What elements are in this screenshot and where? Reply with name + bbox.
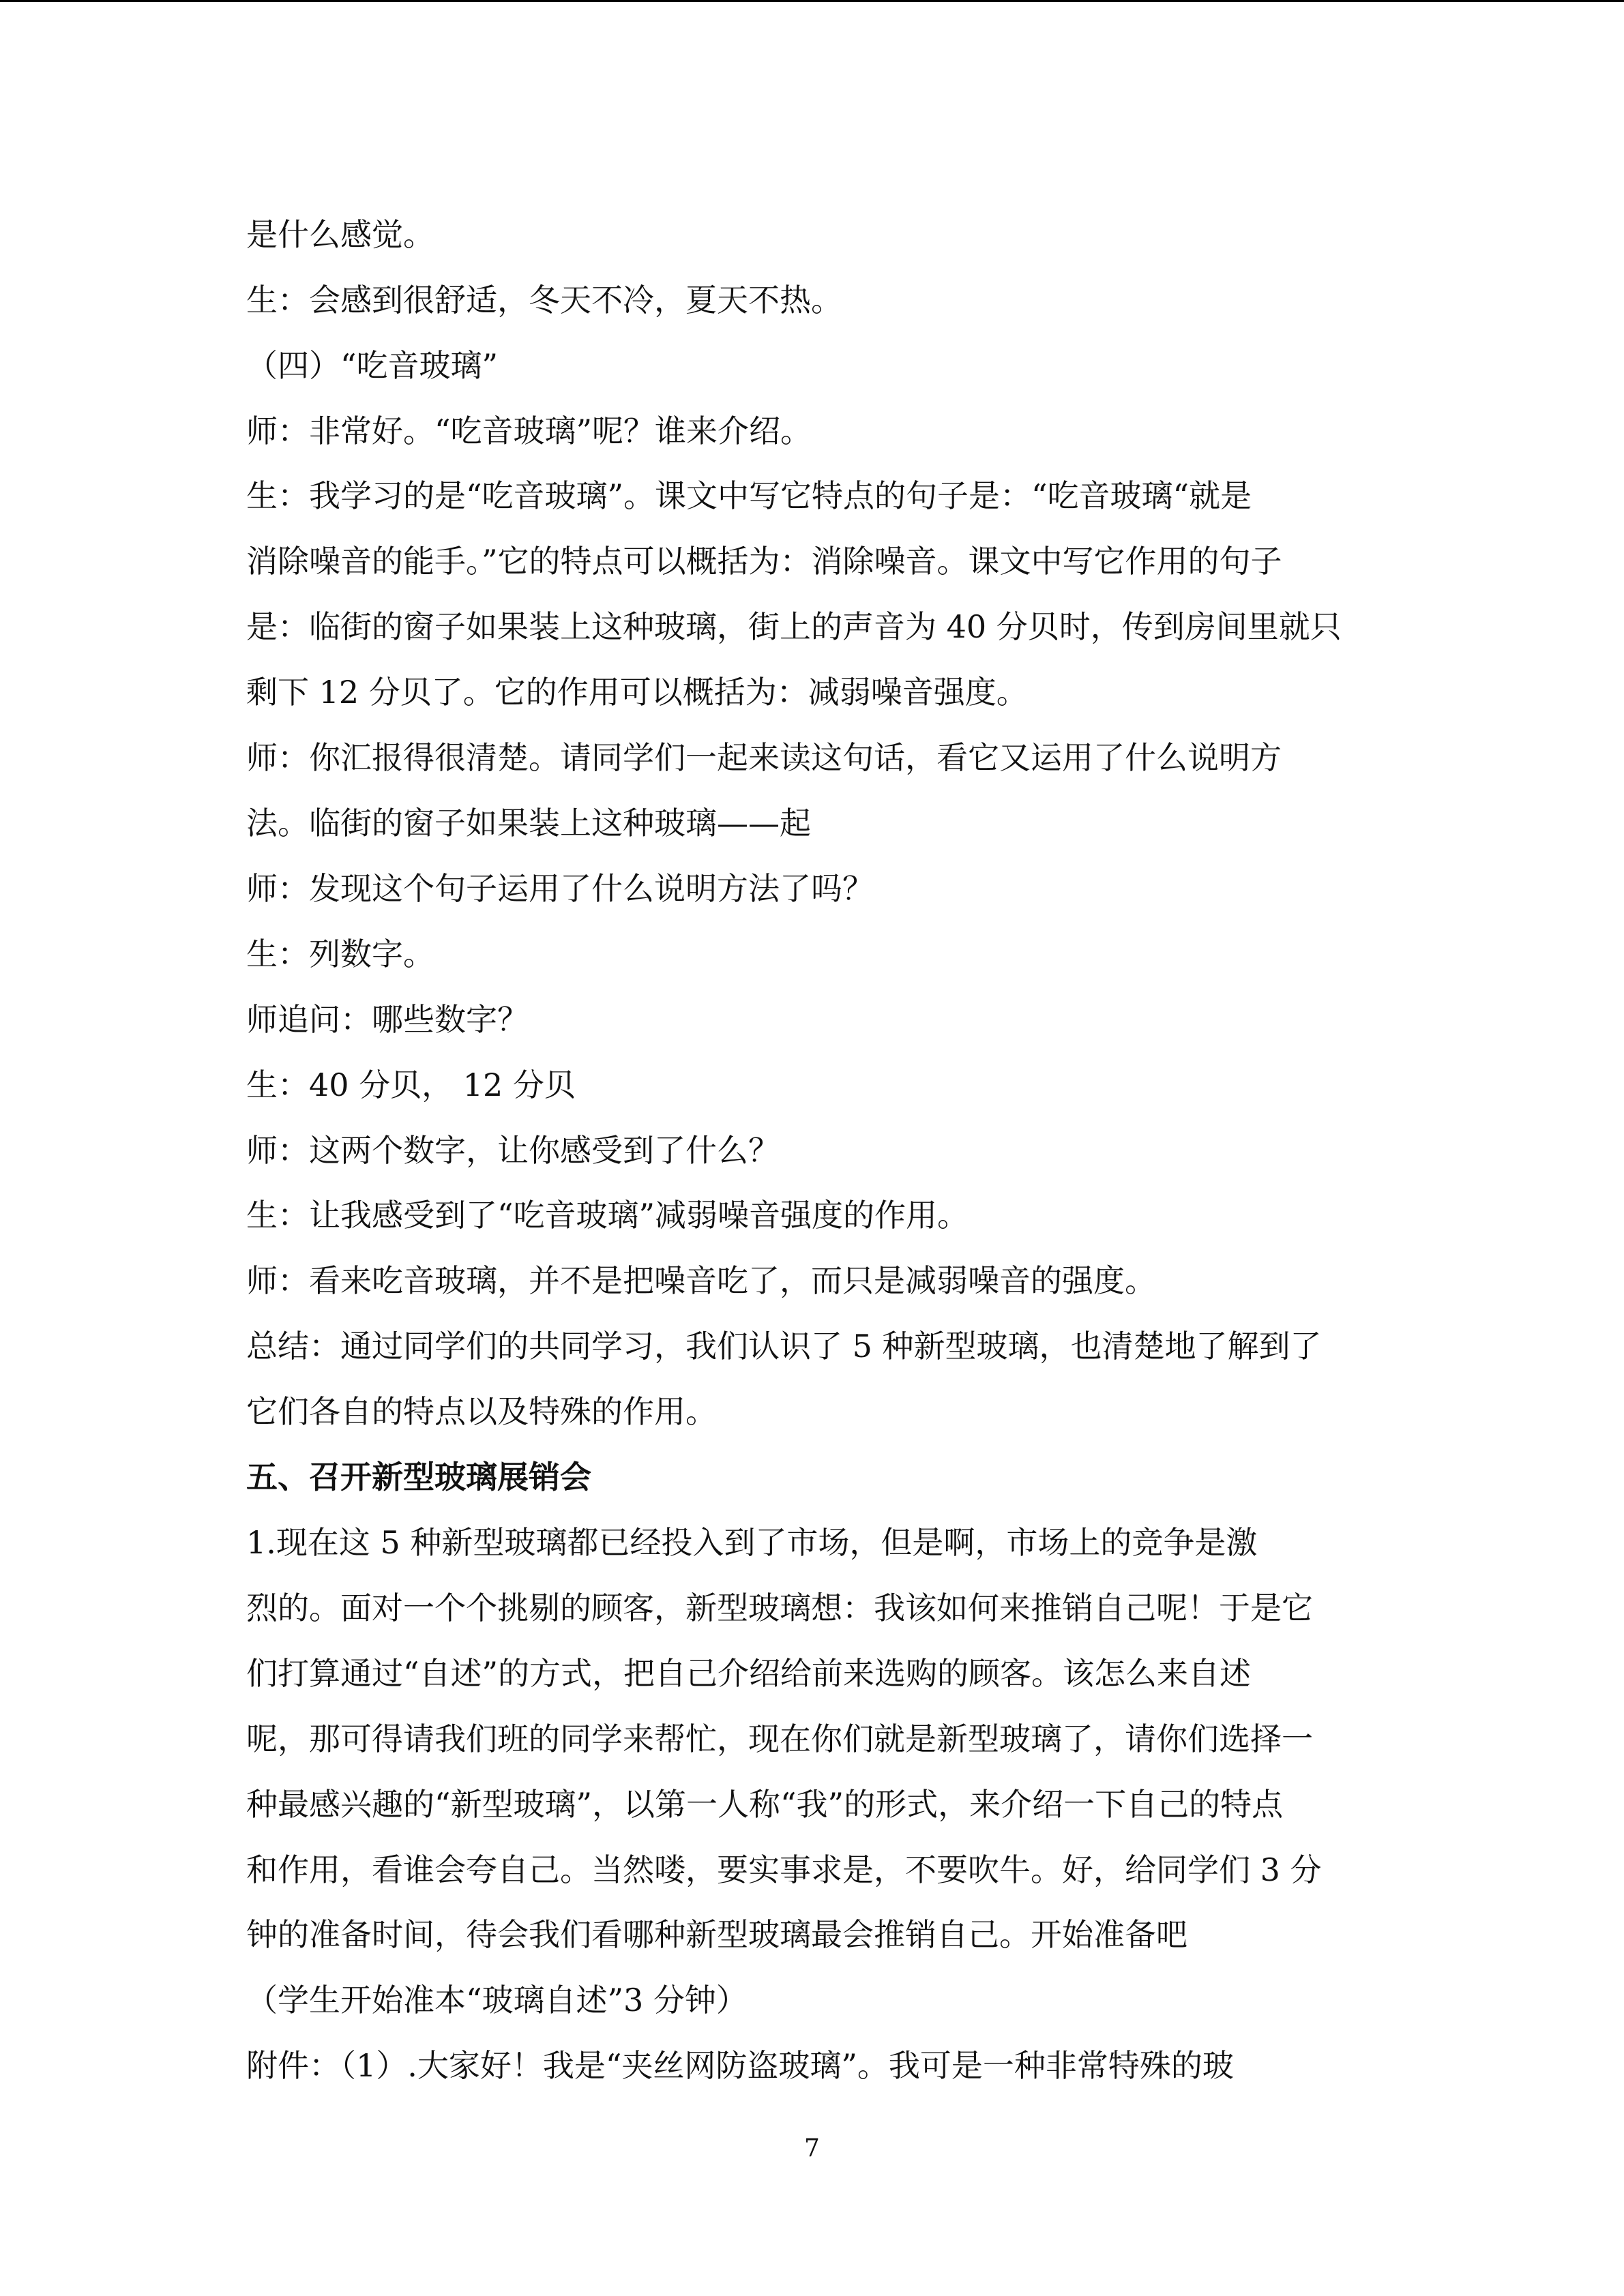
text-line: 烈的。面对一个个挑剔的顾客，新型玻璃想：我该如何来推销自己呢！于是它 [246,1590,1313,1626]
text-line: 它们各自的特点以及特殊的作用。 [246,1393,717,1430]
text-line: 生：40 分贝， 12 分贝 [246,1067,576,1103]
text-line: 生：让我感受到了“吃音玻璃”减弱噪音强度的作用。 [246,1197,969,1234]
text-line: 消除噪音的能手。”它的特点可以概括为：消除噪音。课文中写它作用的句子 [246,543,1282,580]
text-line: 师：看来吃音玻璃，并不是把噪音吃了，而只是减弱噪音的强度。 [246,1262,1156,1299]
text-line: 种最感兴趣的“新型玻璃”，以第一人称“我”的形式，来介绍一下自己的特点 [246,1786,1284,1823]
text-line: 生：我学习的是“吃音玻璃”。课文中写它特点的句子是：“吃音玻璃“就是 [246,477,1252,514]
text-line: 呢，那可得请我们班的同学来帮忙，现在你们就是新型玻璃了，请你们选择一 [246,1720,1313,1757]
text-line: 1.现在这 5 种新型玻璃都已经投入到了市场，但是啊，市场上的竞争是激 [246,1524,1258,1561]
text-line: 生：会感到很舒适，冬天不冷，夏天不热。 [246,282,842,318]
text-line: 是什么感觉。 [246,216,434,253]
text-line: 法。临街的窗子如果装上这种玻璃——起 [246,805,811,841]
text-line: 钟的准备时间，待会我们看哪种新型玻璃最会推销自己。开始准备吧 [246,1916,1187,1953]
text-line: 们打算通过“自述”的方式，把自己介绍给前来选购的顾客。该怎么来自述 [246,1655,1252,1692]
text-line: （四）“吃音玻璃” [246,347,499,384]
text-line: 师：这两个数字，让你感受到了什么？ [246,1132,780,1169]
text-line: 师追问：哪些数字？ [246,1001,529,1038]
text-line: 和作用，看谁会夸自己。当然喽，要实事求是，不要吹牛。好，给同学们 3 分 [246,1851,1322,1888]
page-number: 7 [804,2134,820,2162]
text-line: 总结：通过同学们的共同学习，我们认识了 5 种新型玻璃，也清楚地了解到了 [246,1328,1322,1365]
text-line: 剩下 12 分贝了。它的作用可以概括为：减弱噪音强度。 [246,674,1028,711]
text-line: 师：非常好。“吃音玻璃”呢？谁来介绍。 [246,413,812,449]
top-border-rule [0,0,1624,2]
text-line: 师：发现这个句子运用了什么说明方法了吗？ [246,870,874,907]
text-line: 师：你汇报得很清楚。请同学们一起来读这句话，看它又运用了什么说明方 [246,739,1282,776]
text-line: （学生开始准本“玻璃自述”3 分钟） [246,1982,748,2018]
text-line: 是：临街的窗子如果装上这种玻璃，街上的声音为 40 分贝时，传到房间里就只 [246,608,1342,645]
section-heading: 五、召开新型玻璃展销会 [246,1459,591,1495]
text-line: 生：列数字。 [246,936,434,972]
text-line: 附件：（1）.大家好！我是“夹丝网防盗玻璃”。我可是一种非常特殊的玻 [246,2047,1234,2084]
